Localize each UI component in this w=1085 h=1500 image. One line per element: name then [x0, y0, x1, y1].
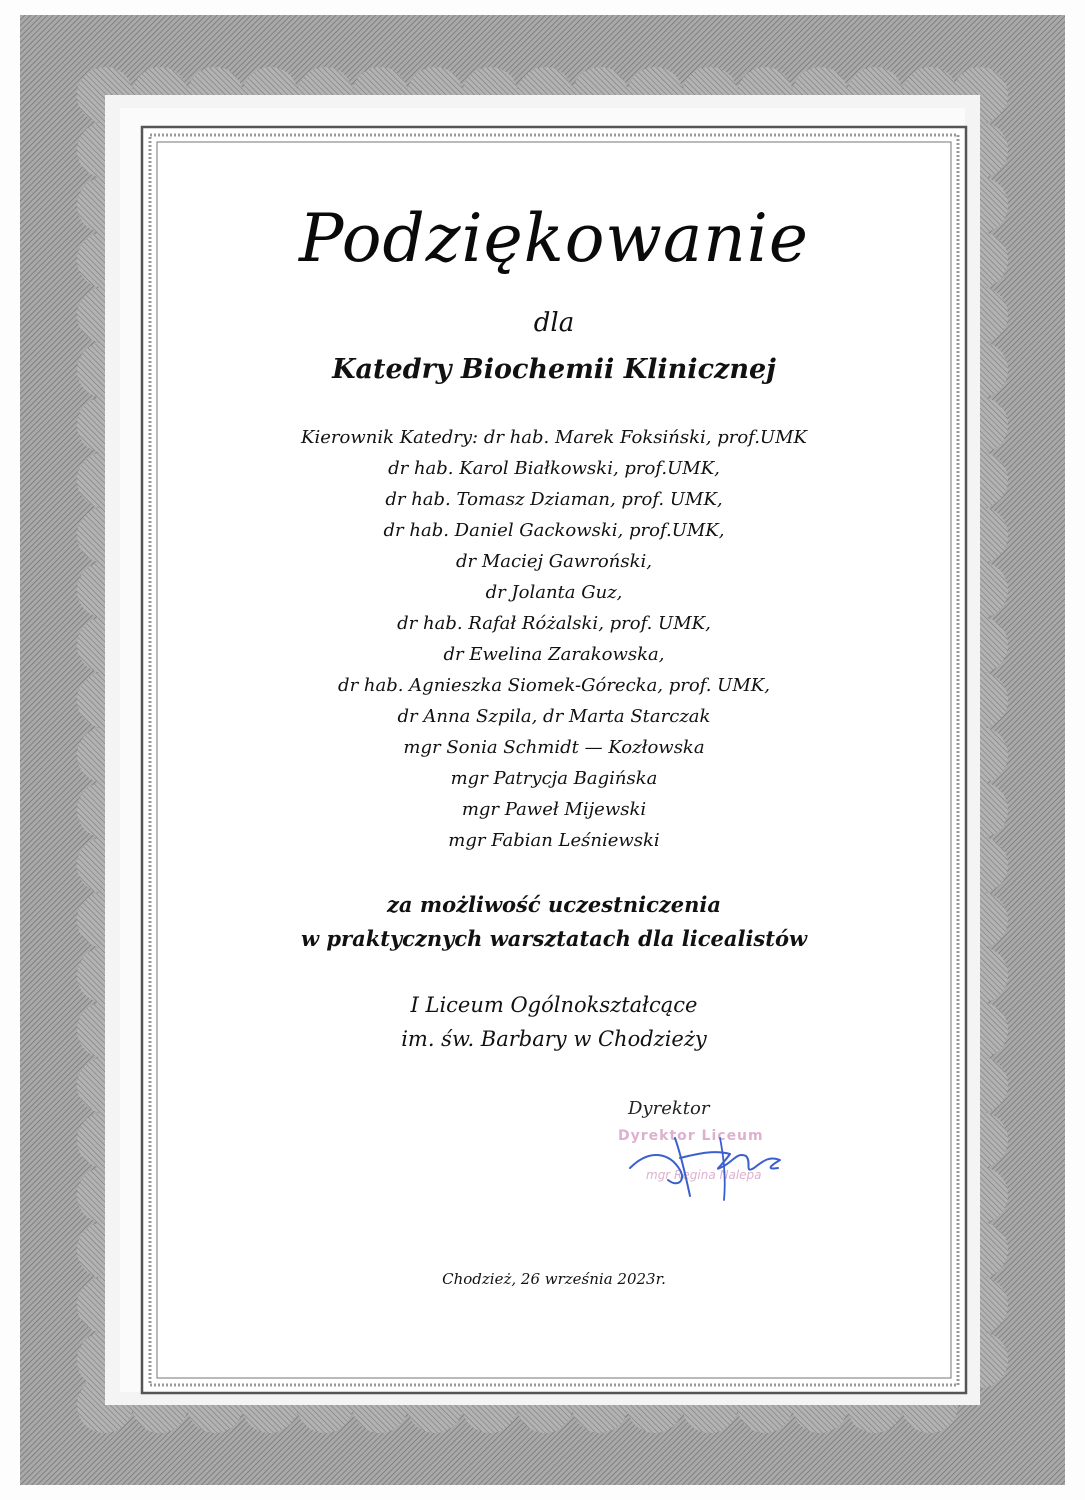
staff-item: dr Ewelina Zarakowska, [443, 644, 665, 665]
signatory-title: Dyrektor [628, 1098, 710, 1119]
school-line-2: im. św. Barbary w Chodzieży [401, 1027, 707, 1051]
staff-item: mgr Paweł Mijewski [461, 799, 647, 820]
thanks-line-2: w praktycznych warsztatach dla licealistów [300, 926, 808, 951]
staff-item: dr Jolanta Guz, [485, 582, 623, 603]
staff-item: dr hab. Rafał Różalski, prof. UMK, [397, 613, 711, 634]
thanks-line-1: za możliwość uczestniczenia [387, 892, 721, 917]
thanks-text [155, 888, 953, 956]
recipient-name: Katedry Biochemii Klinicznej [332, 354, 776, 385]
staff-item: mgr Fabian Leśniewski [448, 830, 660, 851]
staff-item: Kierownik Katedry: dr hab. Marek Foksiński, prof.UMK [301, 427, 807, 448]
signature-block [610, 1098, 840, 1218]
school-name [155, 988, 953, 1056]
staff-item: dr Anna Szpila, dr Marta Starczak [397, 706, 711, 727]
school-line-1: I Liceum Ogólnokształcące [410, 993, 698, 1017]
staff-item: mgr Sonia Schmidt — Kozłowska [403, 737, 705, 758]
staff-list [155, 422, 953, 856]
staff-item: dr hab. Agnieszka Siomek-Górecka, prof. UMK, [338, 675, 770, 696]
stamp-line-1: Dyrektor Liceum [618, 1128, 764, 1144]
dla-word: dla [533, 308, 575, 338]
staff-item: dr Maciej Gawroński, [456, 551, 652, 572]
certificate-title: Podziękowanie [299, 200, 809, 277]
issue-date: Chodzież, 26 września 2023r. [442, 1270, 666, 1288]
stamp-line-2: mgr Regina Nalepa [646, 1168, 762, 1182]
staff-item: dr hab. Tomasz Dziaman, prof. UMK, [385, 489, 723, 510]
certificate-content [155, 140, 953, 1380]
staff-item: dr hab. Daniel Gackowski, prof.UMK, [383, 520, 725, 541]
staff-item: mgr Patrycja Bagińska [450, 768, 658, 789]
staff-item: dr hab. Karol Białkowski, prof.UMK, [388, 458, 720, 479]
handwritten-signature [620, 1108, 800, 1208]
